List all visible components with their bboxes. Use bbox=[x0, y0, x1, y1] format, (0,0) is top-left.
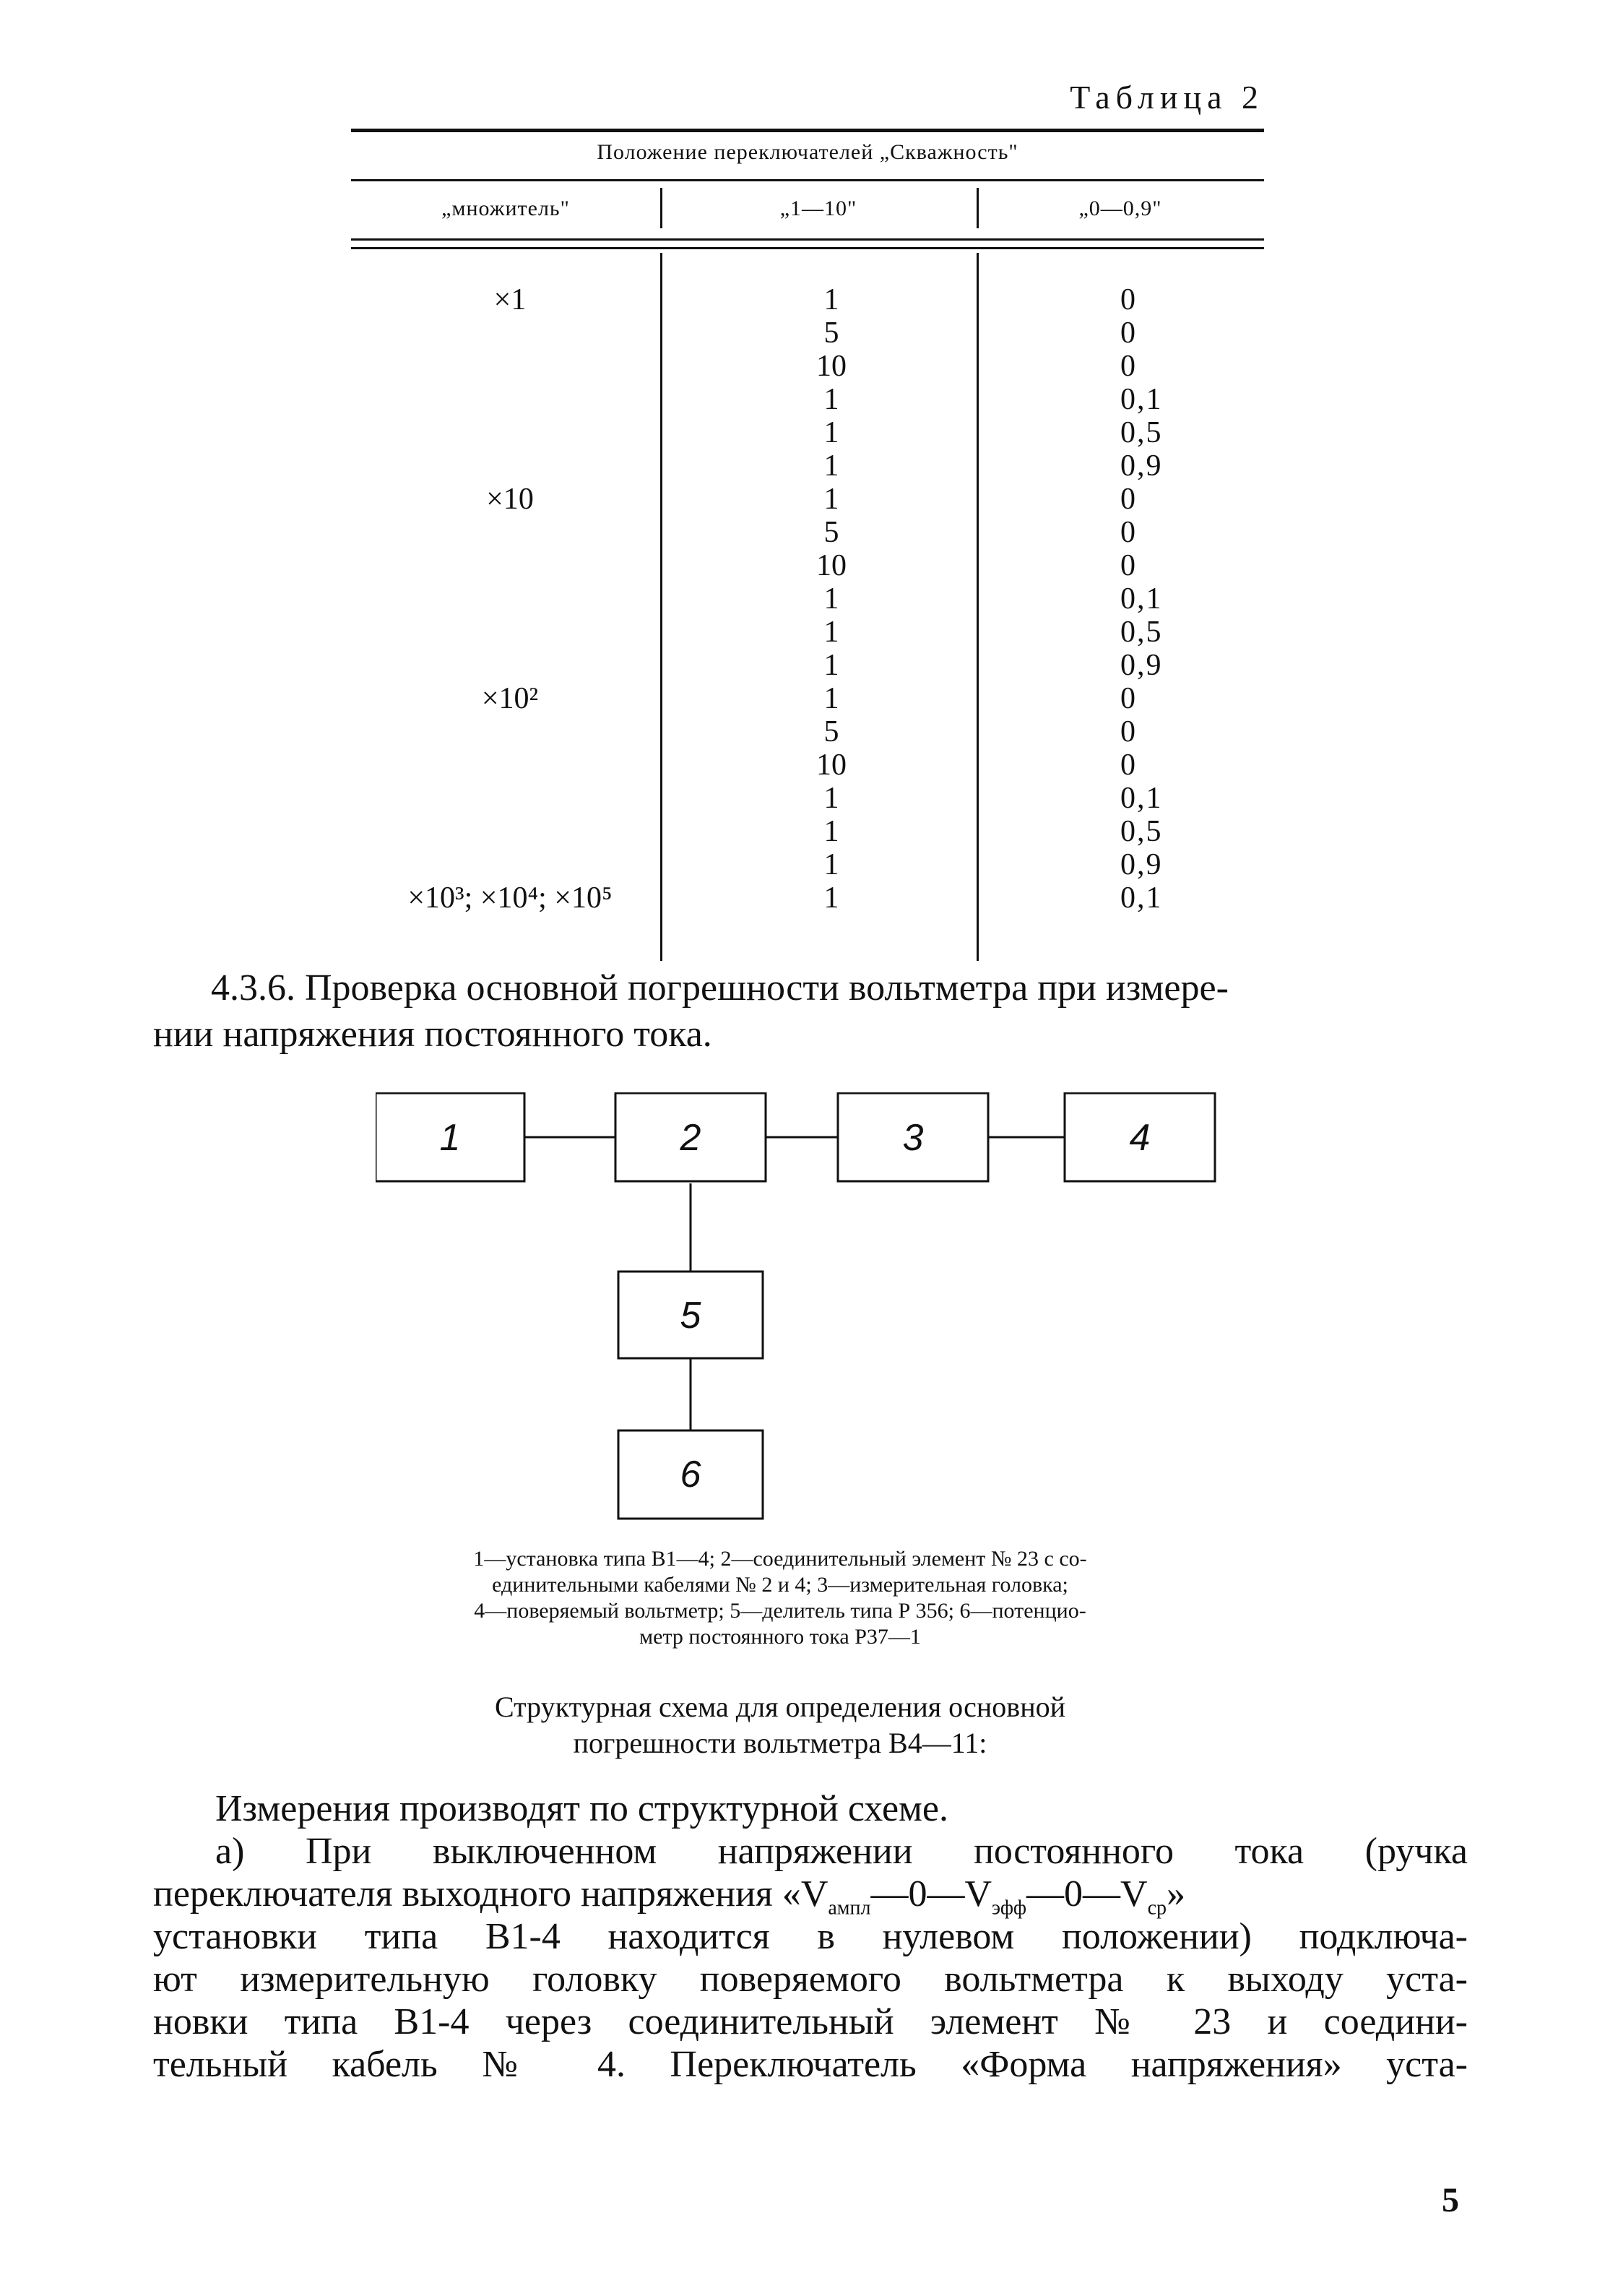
block-6-label: 6 bbox=[680, 1454, 701, 1496]
body-line: ют измерительную головку поверяемого вольтметра к выходу уста- bbox=[153, 1959, 1468, 2000]
table-cell: 1 bbox=[823, 483, 839, 516]
table-cell: 0 bbox=[1120, 516, 1137, 549]
block-1-label: 1 bbox=[439, 1117, 461, 1159]
body-line-formula bbox=[153, 1873, 1468, 1920]
table-cell: 0,5 bbox=[1120, 616, 1163, 649]
table-cell: 0,5 bbox=[1120, 815, 1163, 848]
table-cell: 0 bbox=[1120, 748, 1137, 782]
table-caption: Таблица 2 bbox=[1070, 79, 1264, 116]
body-line: новки типа В1-4 через соединительный элемент № 23 и соедини- bbox=[153, 2001, 1468, 2042]
table-cell: 10 bbox=[816, 748, 847, 782]
table-cell: 0 bbox=[1120, 549, 1137, 582]
table-cell: 0,9 bbox=[1120, 649, 1163, 682]
table-cell: 0,1 bbox=[1120, 881, 1163, 915]
table-cell: 0 bbox=[1120, 715, 1137, 748]
table-cell: 0,5 bbox=[1120, 416, 1163, 449]
table-double-rule-b bbox=[351, 247, 1264, 249]
figure-caption-line2: погрешности вольтметра В4—11: bbox=[573, 1727, 987, 1759]
table-cell: 0,9 bbox=[1120, 848, 1163, 881]
table-cell: 0,1 bbox=[1120, 782, 1163, 815]
body-line: а) При выключенном напряжении постоянного тока (ручка bbox=[215, 1831, 1468, 1872]
block-2-label: 2 bbox=[680, 1117, 701, 1159]
figure-legend bbox=[318, 1546, 1242, 1650]
col-header-1-10: „1—10" bbox=[779, 197, 857, 220]
table-cell: 10 bbox=[816, 549, 847, 582]
section-heading-line2: нии напряжения постоянного тока. bbox=[153, 1014, 712, 1055]
legend-line: 1—установка типа В1—4; 2—соединительный элемент № 23 с со- bbox=[473, 1547, 1087, 1571]
column-0-09 bbox=[1120, 283, 1265, 915]
table-cell: 0 bbox=[1120, 350, 1137, 383]
table-cell: 0,1 bbox=[1120, 582, 1163, 616]
table-cell: 5 bbox=[823, 316, 839, 350]
legend-line: единительными кабелями № 2 и 4; 3—измерительная головка; bbox=[492, 1573, 1068, 1597]
table-cell: 1 bbox=[823, 881, 839, 915]
multiplier-cell: ×10² bbox=[481, 682, 539, 715]
table-cell: 1 bbox=[823, 782, 839, 815]
formula-text: переключателя выходного напряжения «V bbox=[153, 1873, 829, 1915]
multiplier-cell: ×10 bbox=[486, 483, 534, 516]
table-cell: 1 bbox=[823, 616, 839, 649]
table-cell: 0 bbox=[1120, 316, 1137, 350]
block-4-label: 4 bbox=[1129, 1117, 1151, 1159]
table-cell: 0 bbox=[1120, 283, 1137, 316]
formula-subscript: эфф bbox=[992, 1896, 1027, 1920]
table-cell: 1 bbox=[823, 416, 839, 449]
formula-subscript: ср bbox=[1147, 1896, 1167, 1920]
block-5-label: 5 bbox=[680, 1295, 701, 1337]
table-top-rule bbox=[351, 129, 1264, 132]
body-text bbox=[153, 1787, 1468, 2086]
table-cell: 1 bbox=[823, 582, 839, 616]
table-cell: 0 bbox=[1120, 483, 1137, 516]
table-cell: 1 bbox=[823, 449, 839, 483]
body-line: тельный кабель № 4. Переключатель «Форма напряжения» уста- bbox=[153, 2044, 1468, 2085]
col-header-0-09: „0—0,9" bbox=[1078, 197, 1162, 220]
multiplier-column bbox=[351, 283, 669, 915]
table-cell: 5 bbox=[823, 715, 839, 748]
multiplier-cell: ×10³; ×10⁴; ×10⁵ bbox=[407, 881, 613, 915]
table-cell: 1 bbox=[823, 848, 839, 881]
table-cell: 1 bbox=[823, 649, 839, 682]
table-cell: 5 bbox=[823, 516, 839, 549]
legend-line: метр постоянного тока Р37—1 bbox=[639, 1625, 921, 1649]
multiplier-cell: ×1 bbox=[493, 283, 527, 316]
figure-caption-line1: Структурная схема для определения основной bbox=[494, 1691, 1066, 1723]
table-double-rule-a bbox=[351, 238, 1264, 241]
figure-caption bbox=[318, 1689, 1242, 1761]
formula-text: —0—V bbox=[1026, 1873, 1148, 1915]
body-line: Измерения производят по структурной схеме. bbox=[215, 1788, 949, 1829]
block-diagram bbox=[376, 1092, 1228, 1533]
table-group-header: Положение переключателей „Скважность" bbox=[597, 140, 1018, 164]
table-cell: 10 bbox=[816, 350, 847, 383]
block-3-label: 3 bbox=[902, 1117, 924, 1159]
col-header-multiplier: „множитель" bbox=[441, 197, 570, 220]
table-cell: 1 bbox=[823, 283, 839, 316]
formula-text: —0—V bbox=[870, 1873, 992, 1915]
table-cell: 0,9 bbox=[1120, 449, 1163, 483]
legend-line: 4—поверяемый вольтметр; 5—делитель типа Р 356; 6—потенцио- bbox=[474, 1599, 1086, 1623]
table-header-rule bbox=[351, 179, 1264, 181]
table-cell: 1 bbox=[823, 682, 839, 715]
body-line: установки типа В1-4 находится в нулевом положении) подключа- bbox=[153, 1916, 1468, 1957]
column-1-10 bbox=[669, 283, 994, 915]
table-cell: 0 bbox=[1120, 682, 1137, 715]
formula-subscript: ампл bbox=[828, 1896, 871, 1920]
table-cell: 1 bbox=[823, 383, 839, 416]
section-heading-line1: 4.3.6. Проверка основной погрешности вольтметра при измере- bbox=[211, 967, 1229, 1009]
table-cell: 1 bbox=[823, 815, 839, 848]
formula-text: » bbox=[1167, 1873, 1186, 1915]
table-cell: 0,1 bbox=[1120, 383, 1163, 416]
page-number: 5 bbox=[1442, 2181, 1459, 2219]
table-2 bbox=[351, 124, 1264, 961]
